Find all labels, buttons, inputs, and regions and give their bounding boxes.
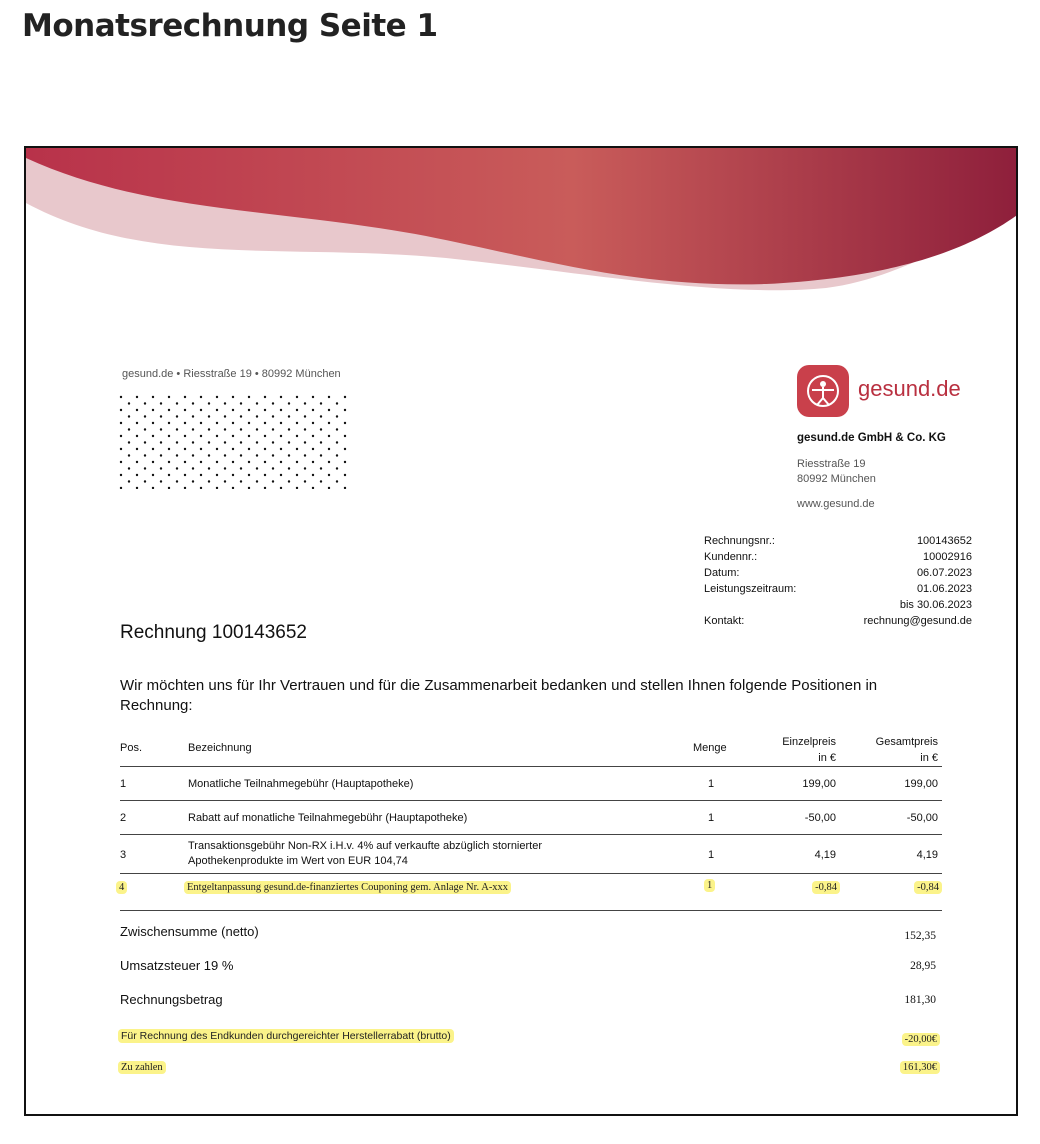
row-menge: 1	[708, 812, 715, 824]
header-wave	[26, 148, 1018, 298]
row-einzelpreis: 199,00	[802, 778, 836, 790]
row-bezeichnung-line2: Apothekenprodukte im Wert von EUR 104,74	[188, 855, 408, 867]
row-menge: 1	[708, 849, 715, 861]
total-value: 161,30€	[900, 1061, 940, 1074]
intro-text: Wir möchten uns für Ihr Vertrauen und für die Zusammenarbeit bedanken und stellen Ihnen folgende Positionen in Rechnung:	[120, 677, 878, 714]
company-city: 80992 München	[797, 473, 876, 485]
sender-address-line: gesund.de • Riesstraße 19 • 80992 München	[122, 368, 341, 380]
row-bezeichnung: Monatliche Teilnahmegebühr (Hauptapotheke)	[188, 778, 414, 790]
row-bezeichnung: Entgeltanpassung gesund.de-finanziertes Couponing gem. Anlage Nr. A-xxx	[184, 881, 511, 894]
table-divider	[120, 910, 942, 911]
meta-value: 01.06.2023	[916, 583, 972, 595]
page-heading: Monatsrechnung Seite 1	[22, 8, 438, 44]
row-pos: 1	[120, 778, 127, 790]
invoice-title: Rechnung 100143652	[120, 622, 308, 643]
meta-label: Leistungszeitraum:	[704, 583, 797, 595]
col-header-bezeichnung: Bezeichnung	[188, 742, 252, 754]
total-label: Zu zahlen	[118, 1061, 166, 1074]
invoice-document	[24, 146, 1018, 1116]
subtotal-value: 152,35	[904, 930, 936, 942]
row-gesamtpreis: -0,84	[914, 881, 942, 894]
meta-label: Rechnungsnr.:	[704, 535, 775, 547]
row-einzelpreis: -0,84	[812, 881, 840, 894]
row-pos: 4	[116, 881, 127, 894]
meta-value: 100143652	[916, 535, 972, 547]
table-divider	[120, 834, 942, 835]
col-header-menge: Menge	[693, 742, 727, 754]
row-menge: 1	[704, 879, 715, 892]
row-pos: 2	[120, 812, 127, 824]
row-menge: 1	[708, 778, 715, 790]
meta-value: 10002916	[923, 551, 972, 563]
table-divider	[120, 800, 942, 801]
rebate-label: Für Rechnung des Endkunden durchgereichter Herstellerrabatt (brutto)	[118, 1029, 454, 1043]
row-pos: 3	[120, 849, 127, 861]
table-divider	[120, 766, 942, 767]
row-gesamtpreis: 199,00	[904, 778, 938, 790]
meta-label: Kontakt:	[704, 615, 745, 627]
row-einzelpreis: 4,19	[814, 849, 836, 861]
col-header-einzelpreis: Einzelpreis	[782, 736, 836, 748]
col-header-gesamtpreis-unit: in €	[920, 752, 938, 764]
col-header-einzelpreis-unit: in €	[818, 752, 836, 764]
rebate-value: -20,00€	[902, 1033, 940, 1046]
company-street: Riesstraße 19	[797, 458, 866, 470]
table-divider	[120, 873, 942, 874]
gesund-logo-icon	[797, 365, 849, 417]
row-bezeichnung: Transaktionsgebühr Non-RX i.H.v. 4% auf verkaufte abzüglich stornierter	[188, 840, 542, 852]
invoice-amount-value: 181,30	[904, 994, 936, 1006]
row-einzelpreis: -50,00	[804, 812, 836, 824]
company-name: gesund.de GmbH & Co. KG	[797, 432, 946, 444]
meta-label: Datum:	[704, 567, 740, 579]
subtotal-label: Zwischensumme (netto)	[120, 924, 259, 939]
meta-contact-email[interactable]: rechnung@gesund.de	[863, 615, 972, 627]
tax-value: 28,95	[910, 960, 936, 972]
meta-label: Kundennr.:	[704, 551, 758, 563]
row-gesamtpreis: -50,00	[906, 812, 938, 824]
col-header-pos: Pos.	[120, 742, 143, 754]
company-website: www.gesund.de	[797, 498, 875, 510]
tax-label: Umsatzsteuer 19 %	[120, 958, 234, 973]
brand-logo-text: gesund.de	[858, 376, 961, 401]
meta-value: 06.07.2023	[916, 567, 972, 579]
meta-value: bis 30.06.2023	[899, 599, 972, 611]
invoice-amount-label: Rechnungsbetrag	[120, 992, 223, 1007]
col-header-gesamtpreis: Gesamtpreis	[875, 736, 938, 748]
row-bezeichnung: Rabatt auf monatliche Teilnahmegebühr (Hauptapotheke)	[188, 812, 468, 824]
redacted-recipient-address	[118, 394, 348, 489]
row-gesamtpreis: 4,19	[916, 849, 938, 861]
